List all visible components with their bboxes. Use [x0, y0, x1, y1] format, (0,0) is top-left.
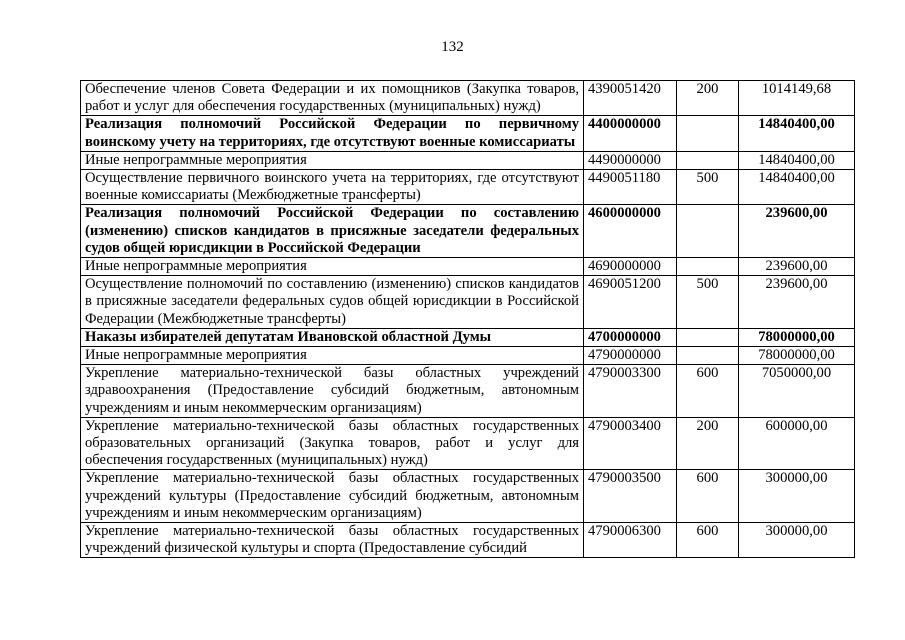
table-row — [81, 523, 855, 558]
table-row — [81, 81, 855, 116]
table-row-section — [81, 328, 855, 346]
amount-cell: 14840400,00 — [739, 151, 855, 169]
table-row — [81, 276, 855, 329]
amount-cell: 14840400,00 — [739, 116, 855, 151]
table-row-section — [81, 116, 855, 151]
expense-type-cell — [677, 328, 739, 346]
item-name-cell: Укрепление материально-технической базы областных государственных образовательных организаций (Закупка товаров, работ и услуг для обеспечения государственных (муниципальных) нужд) — [81, 417, 584, 470]
table-row — [81, 258, 855, 276]
expense-type-cell: 500 — [677, 276, 739, 329]
item-name-cell: Реализация полномочий Российской Федерации по составлению (изменению) списков кандидатов в присяжные заседатели федеральных судов общей юрисдикции в Российской Федерации — [81, 205, 584, 258]
expense-type-cell: 600 — [677, 365, 739, 418]
expense-type-cell — [677, 347, 739, 365]
target-article-code-cell: 4700000000 — [584, 328, 677, 346]
amount-cell: 600000,00 — [739, 417, 855, 470]
table-row-section — [81, 205, 855, 258]
expense-type-cell — [677, 116, 739, 151]
target-article-code-cell: 4790003400 — [584, 417, 677, 470]
expense-type-cell — [677, 205, 739, 258]
target-article-code-cell: 4790000000 — [584, 347, 677, 365]
target-article-code-cell: 4390051420 — [584, 81, 677, 116]
target-article-code-cell: 4490000000 — [584, 151, 677, 169]
amount-cell: 1014149,68 — [739, 81, 855, 116]
expense-type-cell: 600 — [677, 470, 739, 523]
amount-cell: 300000,00 — [739, 470, 855, 523]
target-article-code-cell: 4790003300 — [584, 365, 677, 418]
target-article-code-cell: 4400000000 — [584, 116, 677, 151]
item-name-cell: Укрепление материально-технической базы областных учреждений здравоохранения (Предоставление субсидий бюджетным, автономным учреждениям и иным некоммерческим организациям) — [81, 365, 584, 418]
amount-cell: 300000,00 — [739, 523, 855, 558]
item-name-cell: Осуществление первичного воинского учета на территориях, где отсутствуют военные комиссариаты (Межбюджетные трансферты) — [81, 170, 584, 205]
amount-cell: 78000000,00 — [739, 328, 855, 346]
item-name-cell: Обеспечение членов Совета Федерации и их помощников (Закупка товаров, работ и услуг для обеспечения государственных (муниципальных) нужд) — [81, 81, 584, 116]
table-row — [81, 417, 855, 470]
table-row — [81, 347, 855, 365]
expense-type-cell — [677, 258, 739, 276]
item-name-cell: Иные непрограммные мероприятия — [81, 151, 584, 169]
table-row — [81, 470, 855, 523]
page-number: 132 — [441, 39, 464, 55]
expense-type-cell — [677, 151, 739, 169]
amount-cell: 78000000,00 — [739, 347, 855, 365]
target-article-code-cell: 4790006300 — [584, 523, 677, 558]
item-name-cell: Реализация полномочий Российской Федерации по первичному воинскому учету на территориях, где отсутствуют военные комиссариаты — [81, 116, 584, 151]
item-name-cell: Укрепление материально-технической базы областных государственных учреждений физической культуры и спорта (Предоставление субсидий — [81, 523, 584, 558]
item-name-cell: Укрепление материально-технической базы областных государственных учреждений культуры (Предоставление субсидий бюджетным, автономным учреждениям и иным некоммерческим организациям) — [81, 470, 584, 523]
target-article-code-cell: 4790003500 — [584, 470, 677, 523]
budget-table — [80, 80, 855, 558]
item-name-cell: Иные непрограммные мероприятия — [81, 347, 584, 365]
expense-type-cell: 600 — [677, 523, 739, 558]
expense-type-cell: 500 — [677, 170, 739, 205]
amount-cell: 7050000,00 — [739, 365, 855, 418]
target-article-code-cell: 4600000000 — [584, 205, 677, 258]
table-row — [81, 170, 855, 205]
expense-type-cell: 200 — [677, 81, 739, 116]
budget-table-body — [81, 81, 855, 558]
item-name-cell: Иные непрограммные мероприятия — [81, 258, 584, 276]
amount-cell: 239600,00 — [739, 205, 855, 258]
target-article-code-cell: 4690051200 — [584, 276, 677, 329]
table-row — [81, 151, 855, 169]
amount-cell: 239600,00 — [739, 258, 855, 276]
expense-type-cell: 200 — [677, 417, 739, 470]
amount-cell: 14840400,00 — [739, 170, 855, 205]
table-row — [81, 365, 855, 418]
item-name-cell: Осуществление полномочий по составлению (изменению) списков кандидатов в присяжные заседатели федеральных судов общей юрисдикции в Российской Федерации (Межбюджетные трансферты) — [81, 276, 584, 329]
amount-cell: 239600,00 — [739, 276, 855, 329]
target-article-code-cell: 4490051180 — [584, 170, 677, 205]
target-article-code-cell: 4690000000 — [584, 258, 677, 276]
item-name-cell: Наказы избирателей депутатам Ивановской областной Думы — [81, 328, 584, 346]
